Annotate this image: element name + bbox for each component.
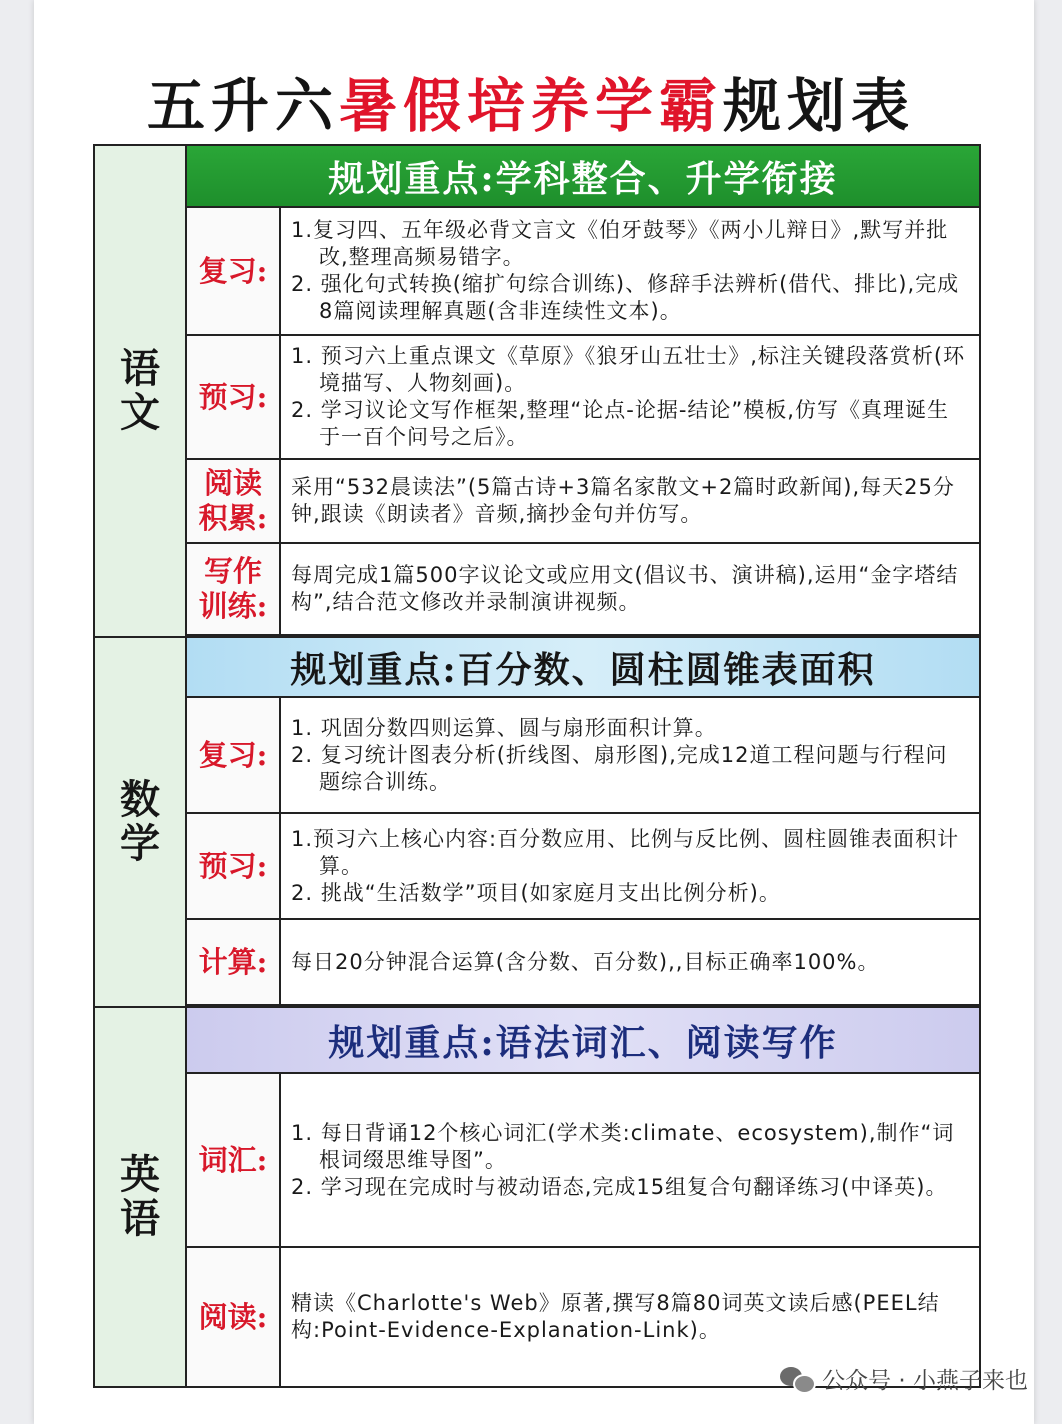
banner-chinese: 规划重点:学科整合、升学衔接 bbox=[187, 144, 981, 208]
banner-math: 规划重点:百分数、圆柱圆锥表面积 bbox=[187, 636, 981, 698]
row-content: 每周完成1篇500字议论文或应用文(倡议书、演讲稿),运用“金字塔结构”,结合范文修改并录制演讲视频。 bbox=[291, 563, 959, 614]
row-content: 1. 预习六上重点课文《草原》《狼牙山五壮士》,标注关键段落赏析(环境描写、人物刻画)。 2. 学习议论文写作框架,整理“论点-论据-结论”模板,仿写《真理诞生于一百个问号之后》。 bbox=[291, 344, 966, 449]
subject-label: 数学 bbox=[120, 776, 160, 867]
row-label: 计算: bbox=[187, 920, 281, 1004]
row-content: 1.预习六上核心内容:百分数应用、比例与反比例、圆柱圆锥表面积计算。 2. 挑战“生活数学”项目(如家庭月支出比例分析)。 bbox=[291, 826, 960, 905]
row-math-review bbox=[187, 698, 981, 814]
title-part1: 五升六 bbox=[146, 72, 339, 140]
row-math-calc bbox=[187, 920, 981, 1006]
row-label: 写作训练: bbox=[187, 544, 281, 634]
subject-label: 语文 bbox=[120, 345, 160, 436]
row-label: 阅读积累: bbox=[187, 460, 281, 542]
row-label: 复习: bbox=[187, 208, 281, 334]
row-chinese-preview bbox=[187, 336, 981, 460]
row-chinese-review bbox=[187, 208, 981, 336]
subject-chinese bbox=[93, 144, 187, 636]
row-chinese-writing bbox=[187, 544, 981, 636]
wechat-icon bbox=[780, 1364, 814, 1392]
row-content: 每日20分钟混合运算(含分数、百分数),,目标正确率100%。 bbox=[291, 949, 880, 974]
row-content: 采用“532晨读法”(5篇古诗+3篇名家散文+2篇时政新闻),每天25分钟,跟读《朗读者》音频,摘抄金句并仿写。 bbox=[291, 475, 955, 526]
row-label: 预习: bbox=[187, 336, 281, 458]
subject-english bbox=[93, 1006, 187, 1388]
watermark bbox=[780, 1362, 1028, 1394]
row-content: 1.复习四、五年级必背文言文《伯牙鼓琴》《两小儿辩日》,默写并批改,整理高频易错字。 2. 强化句式转换(缩扩句综合训练)、修辞手法辨析(借代、排比),完成8篇阅读理解真题(含非连续性文本)。 bbox=[291, 218, 960, 323]
row-label: 词汇: bbox=[187, 1074, 281, 1246]
row-label: 预习: bbox=[187, 814, 281, 918]
row-content: 精读《Charlotte's Web》原著,撰写8篇80词英文读后感(PEEL结构:Point-Evidence-Explanation-Link)。 bbox=[291, 1291, 940, 1342]
row-label: 复习: bbox=[187, 698, 281, 812]
row-content: 1. 每日背诵12个核心词汇(学术类:climate、ecosystem),制作“词根词缀思维导图”。 2. 学习现在完成时与被动语态,完成15组复合句翻译练习(中译英)。 bbox=[291, 1120, 955, 1199]
row-content: 1. 巩固分数四则运算、圆与扇形面积计算。 2. 复习统计图表分析(折线图、扇形图),完成12道工程问题与行程问题综合训练。 bbox=[291, 715, 948, 794]
banner-english: 规划重点:语法词汇、阅读写作 bbox=[187, 1006, 981, 1074]
subject-label: 英语 bbox=[120, 1151, 160, 1242]
subject-math bbox=[93, 636, 187, 1006]
page-title bbox=[0, 66, 1062, 146]
row-english-vocab bbox=[187, 1074, 981, 1248]
row-chinese-reading bbox=[187, 460, 981, 544]
watermark-text: 公众号 · 小燕子来也 bbox=[822, 1367, 1028, 1394]
title-part2: 暑假培养学霸 bbox=[338, 72, 723, 140]
row-math-preview bbox=[187, 814, 981, 920]
row-label: 阅读: bbox=[187, 1248, 281, 1386]
title-part3: 规划表 bbox=[723, 72, 916, 140]
